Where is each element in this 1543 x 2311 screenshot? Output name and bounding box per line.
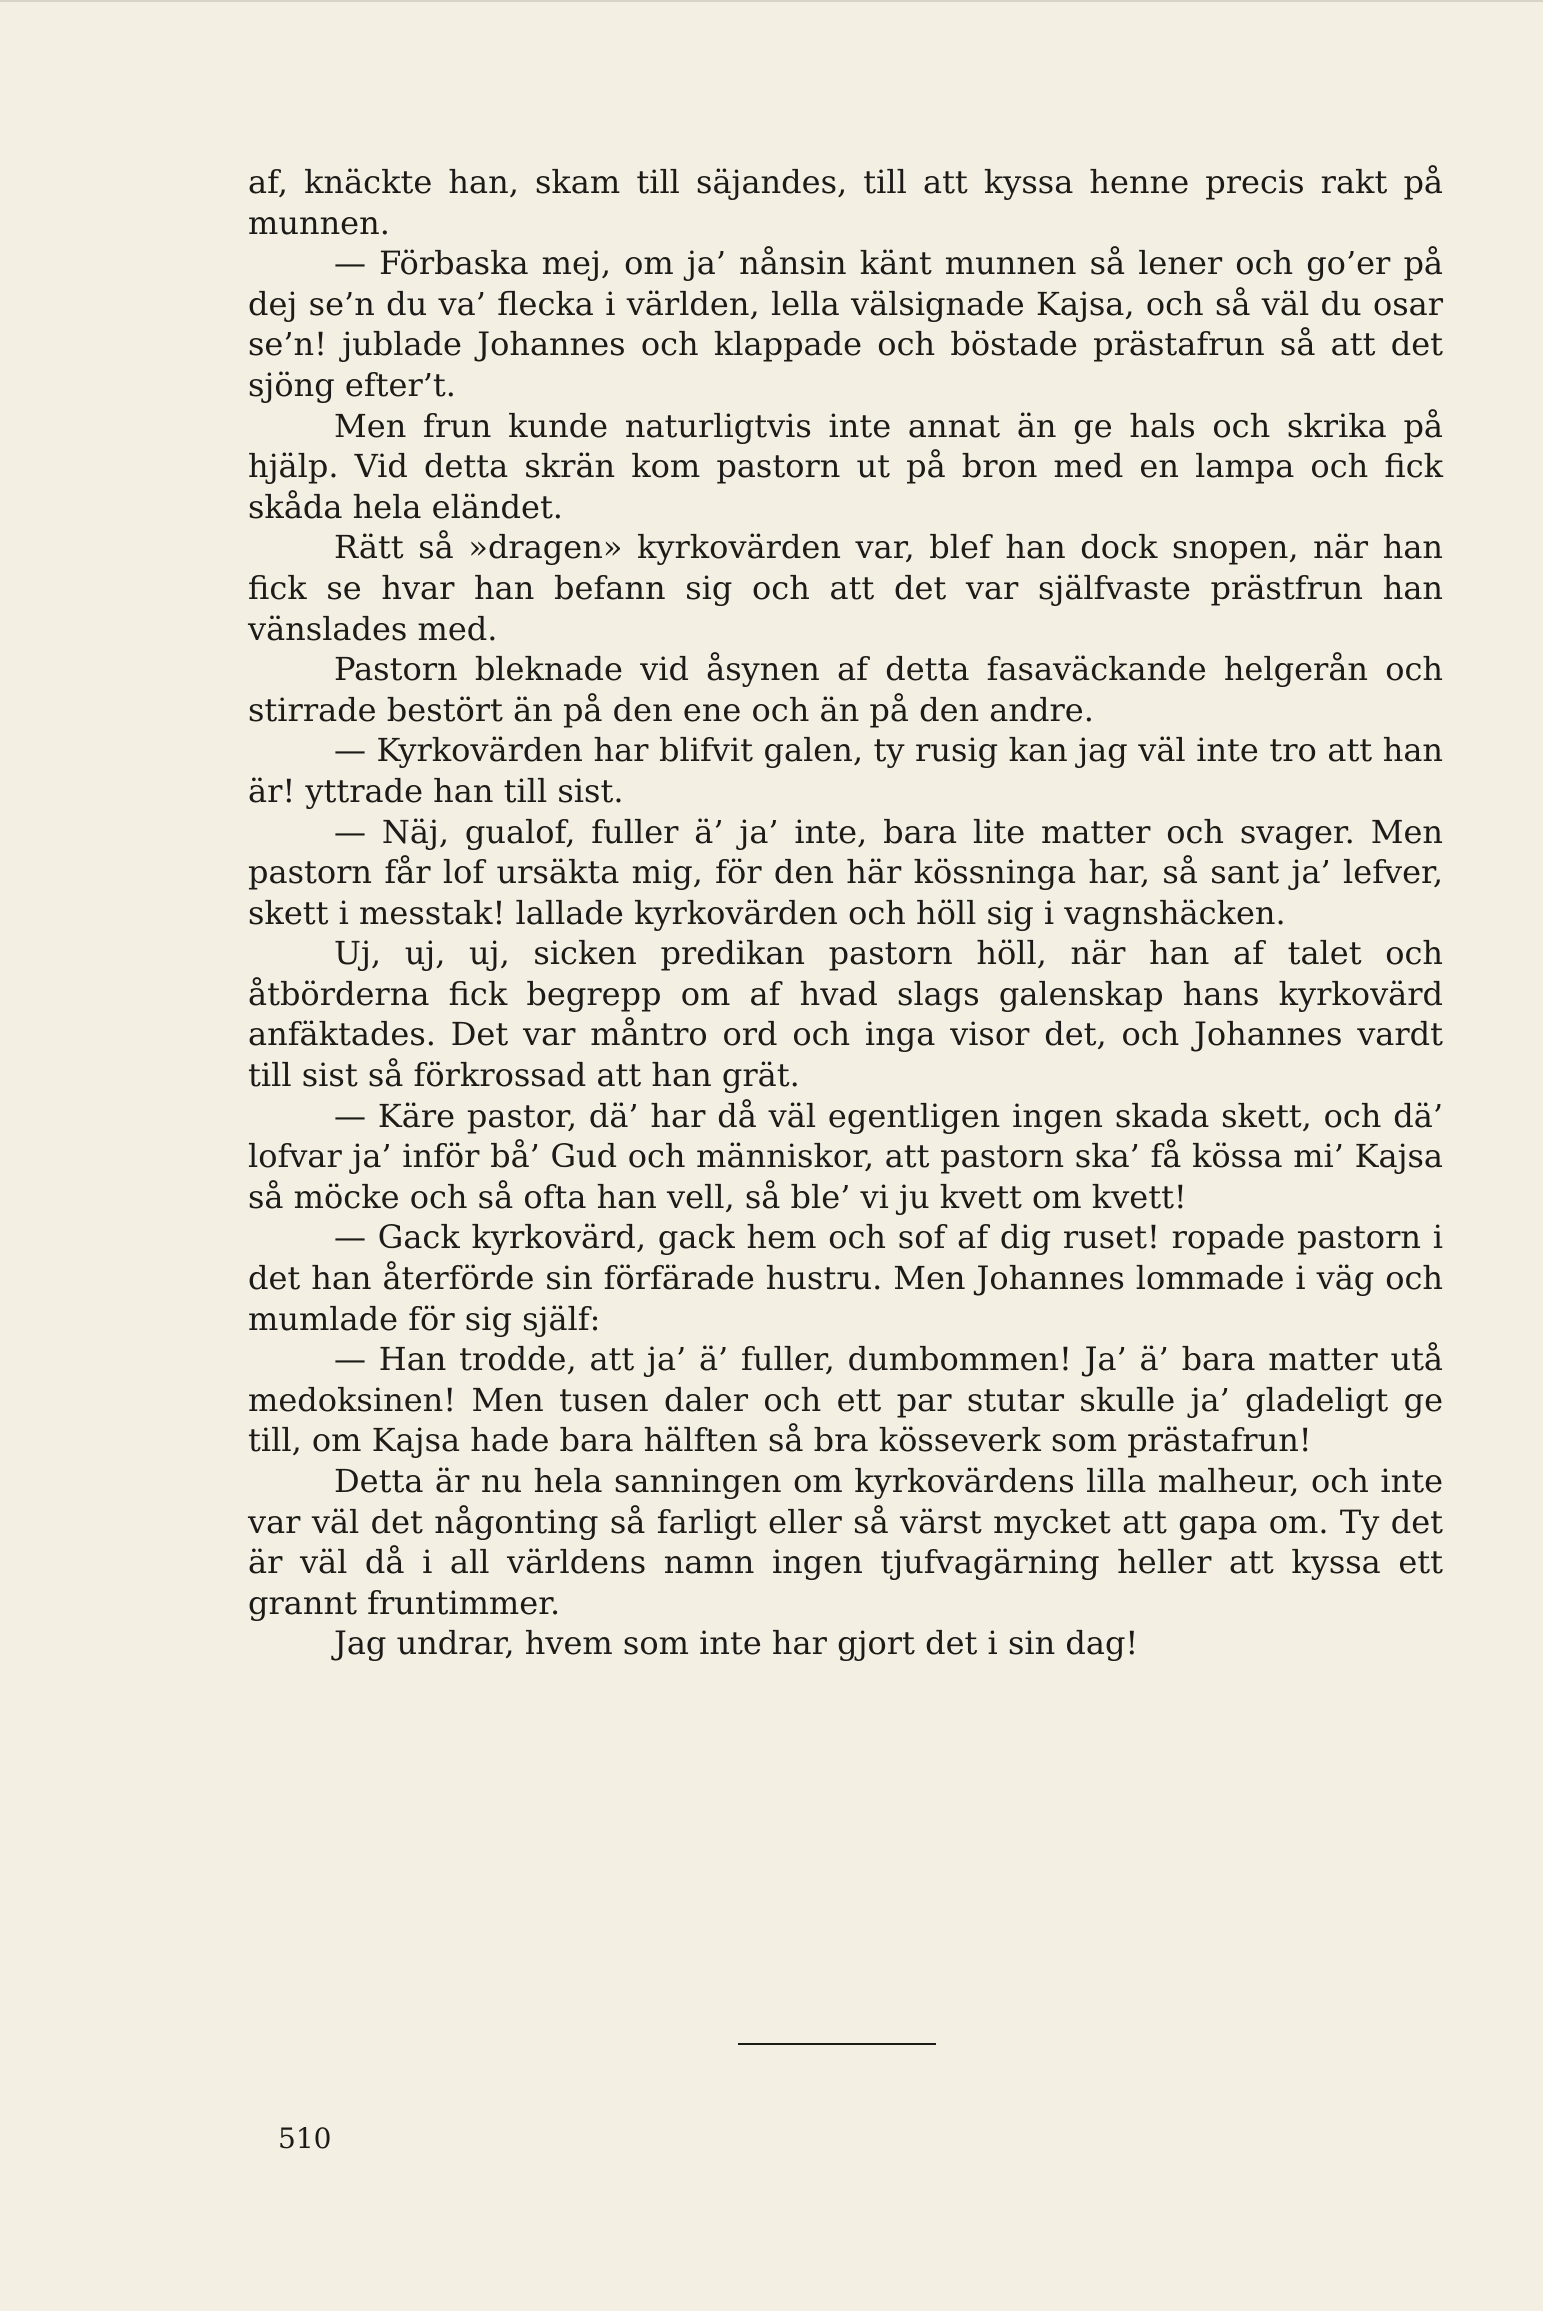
section-divider — [738, 2043, 936, 2045]
paragraph-6: — Kyrkovärden har blifvit galen, ty rusig kan jag väl inte tro att han är! yttrade han till sist. — [248, 731, 1443, 810]
paragraph-7: — Näj, gualof, fuller ä’ ja’ inte, bara lite matter och svager. Men pastorn får lof ursäkta mig, för den här kössninga har, så sant ja’ lefver, skett i messtak! lallade kyrkovärden och höll sig i vagnshäcken. — [248, 812, 1443, 932]
body-text — [248, 162, 1443, 1664]
paragraph-10: — Gack kyrkovärd, gack hem och sof af dig ruset! ropade pastorn i det han återförde sin förfärade hustru. Men Johannes lommade i väg och mumlade för sig själf: — [248, 1218, 1443, 1338]
paragraph-13: Jag undrar, hvem som inte har gjort det i sin dag! — [334, 1624, 1139, 1663]
paragraph-1: af, knäckte han, skam till säjandes, till att kyssa henne precis rakt på munnen. — [248, 163, 1443, 242]
paragraph-11: — Han trodde, att ja’ ä’ fuller, dumbommen! Ja’ ä’ bara matter utå medoksinen! Men tusen daler och ett par stutar skulle ja’ gladeligt ge till, om Kajsa hade bara hälften så bra kösseverk som prästafrun! — [248, 1340, 1443, 1460]
paragraph-5: Pastorn bleknade vid åsynen af detta fasaväckande helgerån och stirrade bestört än på den ene och än på den andre. — [248, 650, 1443, 729]
paragraph-3: Men frun kunde naturligtvis inte annat än ge hals och skrika på hjälp. Vid detta skrän kom pastorn ut på bron med en lampa och fick skåda hela eländet. — [248, 406, 1443, 526]
page-number: 510 — [278, 2122, 332, 2155]
paragraph-4: Rätt så »dragen» kyrkovärden var, blef han dock snopen, när han fick se hvar han befann sig och att det var själfvaste prästfrun han vänslades med. — [248, 528, 1443, 648]
paragraph-9: — Käre pastor, dä’ har då väl egentligen ingen skada skett, och dä’ lofvar ja’ inför bå’ Gud och människor, att pastorn ska’ få kössa mi’ Kajsa så möcke och så ofta han vell, så ble’ vi ju kvett om kvett! — [248, 1096, 1443, 1216]
paragraph-12: Detta är nu hela sanningen om kyrkovärdens lilla malheur, och inte var väl det någonting så farligt eller så värst mycket att gapa om. Ty det är väl då i all världens namn ingen tjufvagärning heller att kyssa ett grannt fruntimmer. — [248, 1462, 1443, 1622]
paragraph-8: Uj, uj, uj, sicken predikan pastorn höll, när han af talet och åtbörderna fick begrepp om af hvad slags galenskap hans kyrkovärd anfäktades. Det var måntro ord och inga visor det, och Johannes vardt till sist så förkrossad att han grät. — [248, 934, 1443, 1095]
paragraph-2: — Förbaska mej, om ja’ nånsin känt munnen så lener och go’er på dej se’n du va’ flecka i världen, lella välsignade Kajsa, och så väl du osar se’n! jublade Johannes och klappade och böstade prästafrun så att det sjöng efter’t. — [248, 244, 1443, 404]
